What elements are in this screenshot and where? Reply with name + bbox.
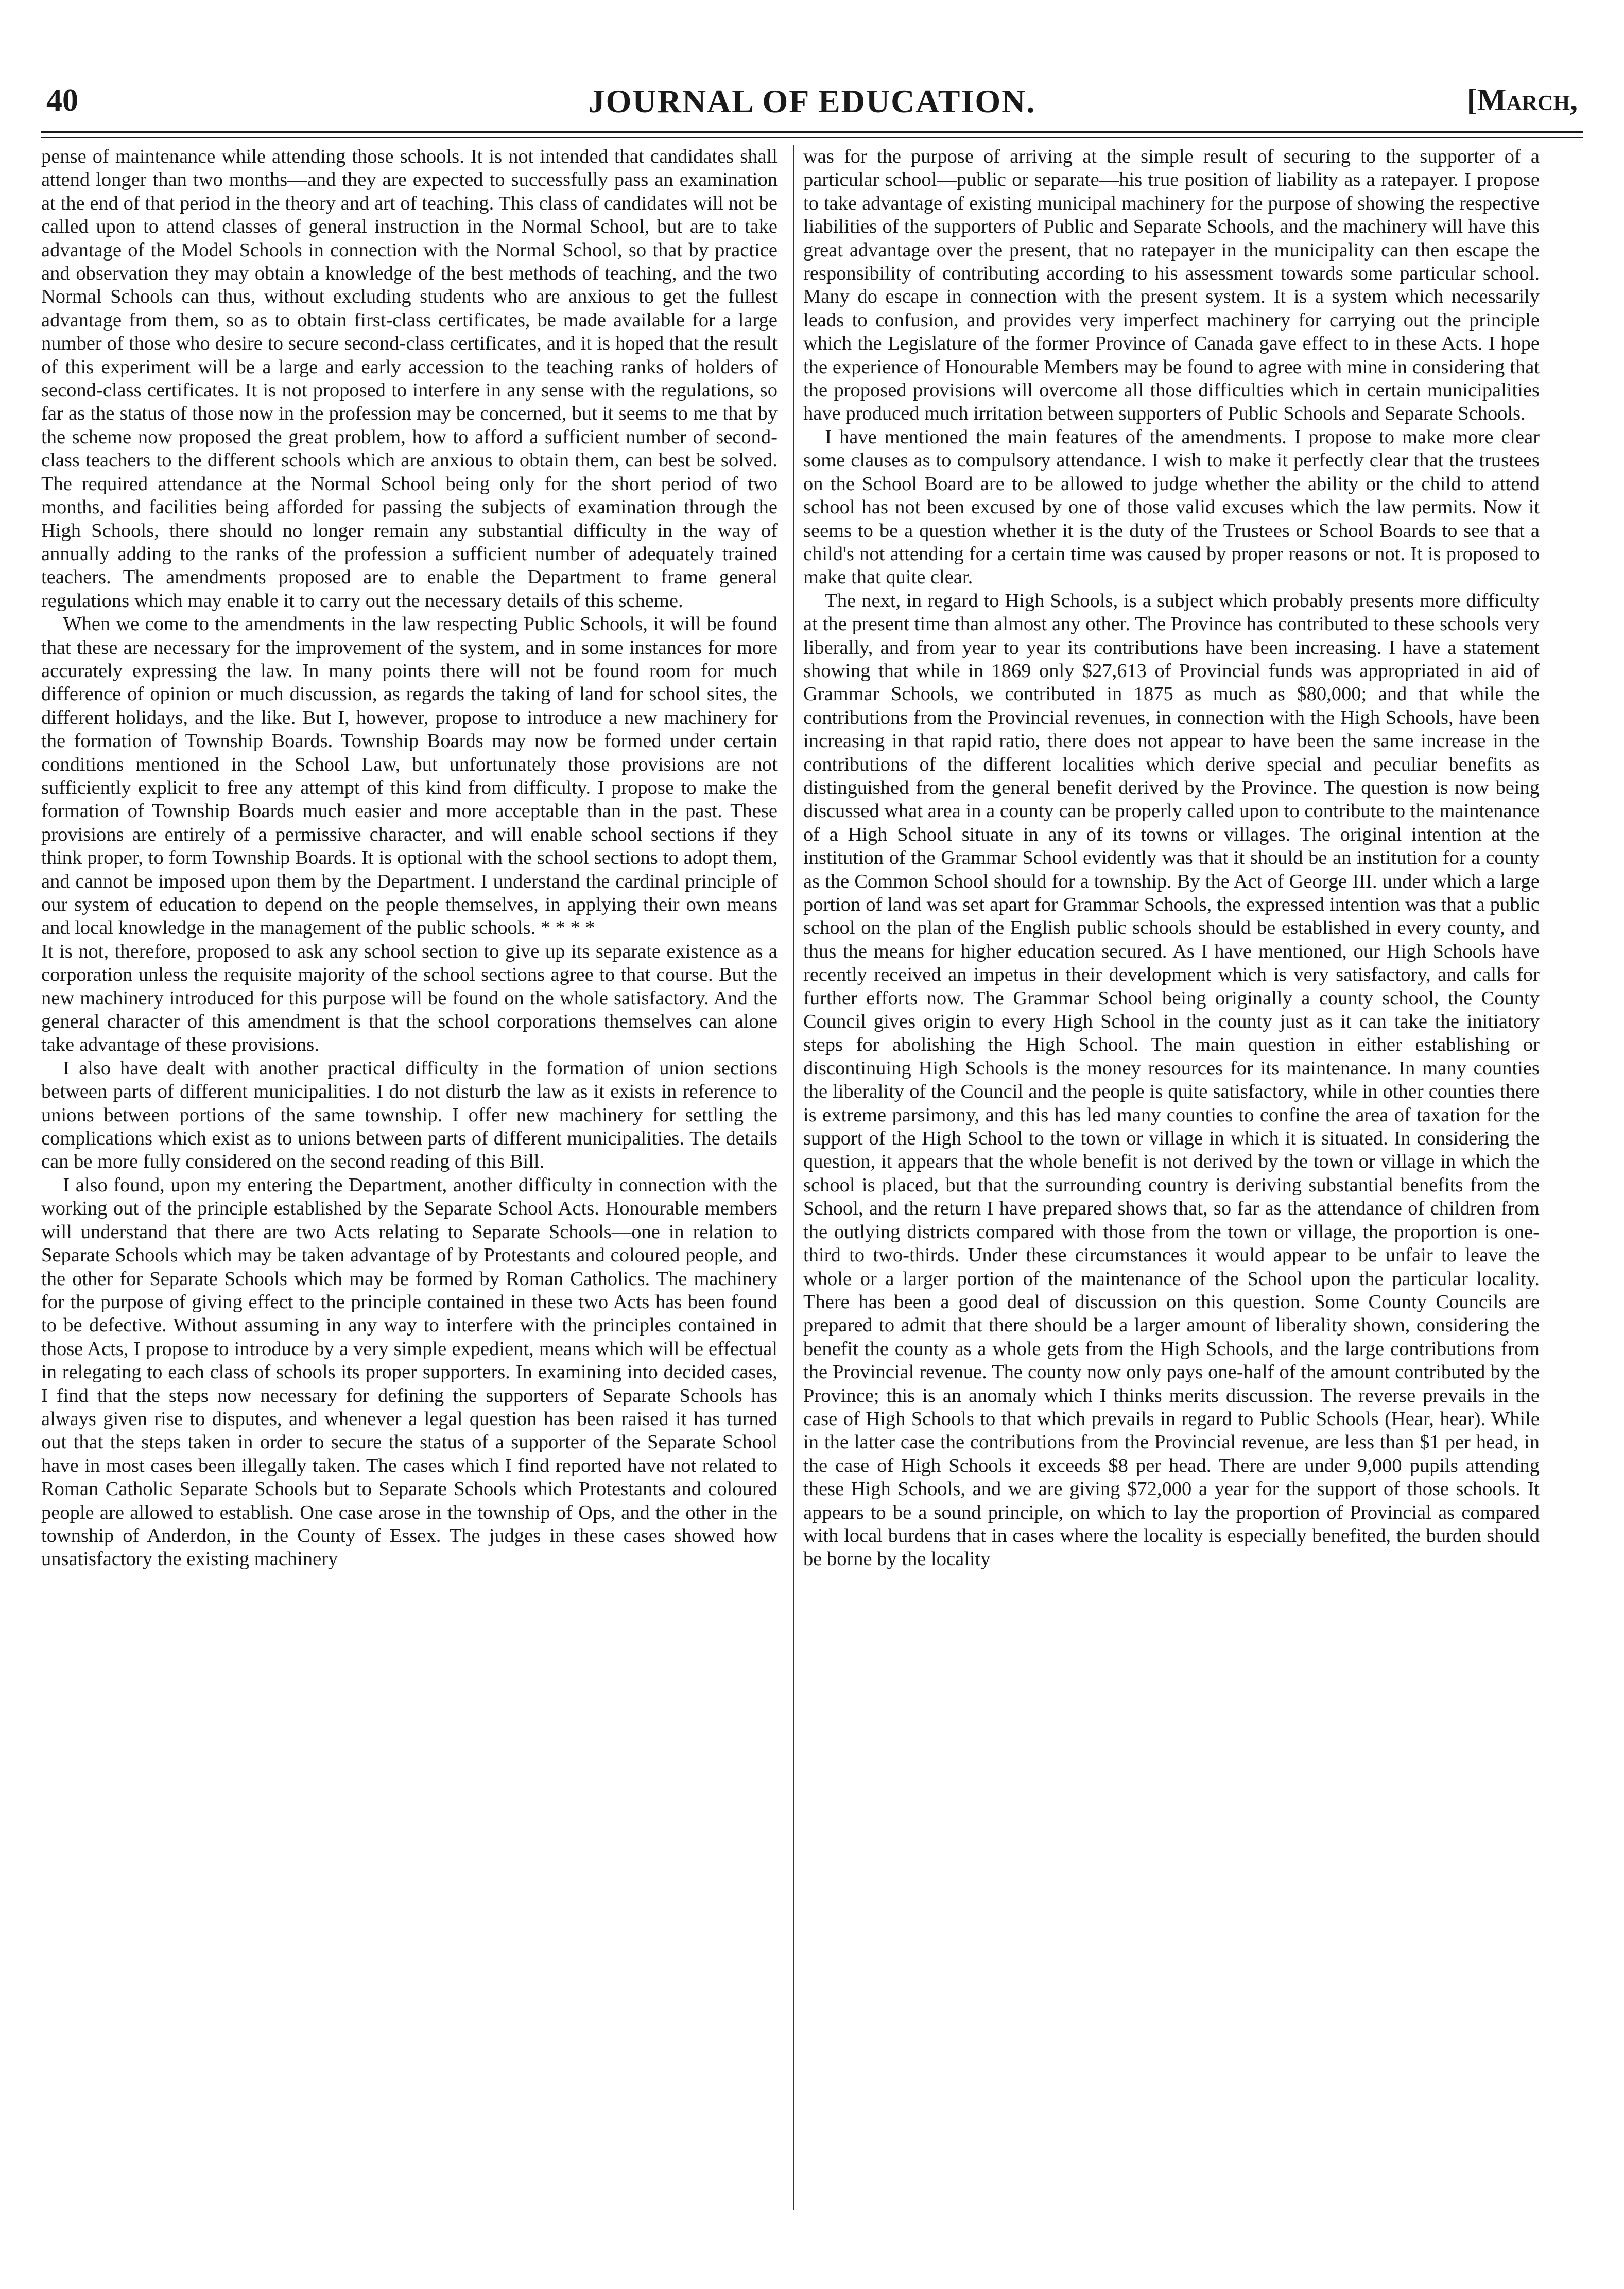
header-rule-thin [41, 137, 1583, 138]
left-column [41, 145, 778, 2215]
page-header [41, 82, 1583, 134]
paragraph: pense of maintenance while attending those schools. It is not intended that candidates shall attend longer than two months—and they are expected to successfully pass an examination at the end of that period in the theory and art of teaching. This class of candidates will not be called upon to attend classes of general instruction in the Normal School, but are to take advantage of the Model Schools in connection with the Normal School, so that by practice and observation they may obtain a knowledge of the best methods of teaching, and the two Normal Schools can thus, without excluding students who are anxious to get the fullest advantage from them, so as to obtain first-class certificates, be made available for a large number of those who desire to secure second-class certificates, and it is hoped that the result of this experiment will be a large and early accession to the teaching ranks of holders of second-class certificates. It is not proposed to interfere in any sense with the regulations, so far as the status of those now in the profession may be concerned, but it seems to me that by the scheme now proposed the great problem, how to afford a sufficient number of second-class teachers to the different schools which are anxious to obtain them, can best be solved. The required attendance at the Normal School being only for the short period of two months, and facilities being afforded for passing the subjects of examination through the High Schools, there should no longer remain any substantial difficulty in the way of annually adding to the ranks of the profession a sufficient number of adequately trained teachers. The amendments proposed are to enable the Department to frame general regulations which may enable it to carry out the necessary details of this scheme. [41, 146, 778, 612]
paragraph: was for the purpose of arriving at the simple result of securing to the supporter of a particular school—public or separate—his true position of liability as a ratepayer. I propose to take advantage of existing municipal machinery for the purpose of showing the respective liabilities of the supporters of Public and Separate Schools, and the machinery will have this great advantage over the present, that no ratepayer in the municipality can then escape the responsibility of contributing according to his assessment towards some particular school. Many do escape in connection with the present system. It is a system which necessarily leads to confusion, and provides very imperfect machinery for carrying out the principle which the Legislature of the former Province of Canada gave effect to in these Acts. I hope the experience of Honourable Members may be found to agree with mine in considering that the proposed provisions will overcome all those difficulties which in certain municipalities have produced much irritation between supporters of Public Schools and Separate Schools. [803, 146, 1540, 425]
right-column [803, 145, 1540, 2215]
paragraph: When we come to the amendments in the law respecting Public Schools, it will be found that these are necessary for the improvement of the system, and in some instances for more accurately expressing the law. In many points there will not be found room for much difference of opinion or much discussion, as regards the taking of land for school sites, the different holidays, and the like. But I, however, propose to introduce a new machinery for the formation of Township Boards. Township Boards may now be formed under certain conditions mentioned in the School Law, but unfortunately those provisions are not sufficiently explicit to free any attempt of this kind from difficulty. I propose to make the formation of Township Boards much easier and more acceptable than in the past. These provisions are entirely of a permissive character, and will enable school sections if they think proper, to form Township Boards. It is optional with the school sections to adopt them, and cannot be imposed upon them by the Department. I understand the cardinal principle of our system of education to depend on the people themselves, in applying their own means and local knowledge in the management of the public schools. * * * * [41, 613, 778, 939]
column-divider [793, 145, 794, 2210]
paragraph: The next, in regard to High Schools, is a subject which probably presents more difficulty at the present time than almost any other. The Province has contributed to these schools very liberally, and from year to year its contributions have been increasing. I have a statement showing that while in 1869 only $27,613 of Provincial funds was appropriated in aid of Grammar Schools, we contributed in 1875 as much as $80,000; and that while the contributions from the Provincial revenues, in connection with the High Schools, have been increasing in that rapid ratio, there does not appear to have been the same increase in the contributions of the different localities which derive special and peculiar benefits as distinguished from the general benefit derived by the Province. The question is now being discussed what area in a county can be properly called upon to contribute to the maintenance of a High School situate in any of its towns or villages. The original intention at the institution of the Grammar School evidently was that it should be an institution for a county as the Common School should for a township. By the Act of George III. under which a large portion of land was set apart for Grammar Schools, the expressed intention was that a public school on the plan of the English public schools should be established in every county, and thus the means for higher education secured. As I have mentioned, our High Schools have recently received an impetus in their development which is very satisfactory, and calls for further efforts now. The Grammar School being originally a county school, the County Council gives origin to every High School in the county just as it can take the initiatory steps for abolishing the High School. The main question in either establishing or discontinuing High Schools is the money resources for its maintenance. In many counties the liberality of the Council and the people is quite satisfactory, while in other counties there is extreme parsimony, and this has led many counties to confine the area of taxation for the support of the High School to the town or village in which it is situated. In considering the question, it appears that the whole benefit is not derived by the town or village in which the school is placed, but that the surrounding country is deriving substantial benefits from the School, and the return I have prepared shows that, so far as the attendance of children from the outlying districts compared with those from the town or village, the proportion is one-third to two-thirds. Under these circumstances it would appear to be unfair to leave the whole or a larger portion of the maintenance of the School upon the particular locality. There has been a good deal of discussion on this question. Some County Councils are prepared to admit that there should be a larger amount of liberality shown, considering the benefit the county as a whole gets from the High Schools, and the large contributions from the Provincial revenue. The county now only pays one-half of the amount contributed by the Province; this is an anomaly which I thinks merits discussion. The reverse prevails in the case of High Schools to that which prevails in regard to Public Schools (Hear, hear). While in the latter case the contributions from the Provincial revenue, are less than $1 per head, in the case of High Schools it exceeds $8 per head. There are under 9,000 pupils attending these High Schools, and we are giving $72,000 a year for the support of those schools. It appears to be a sound principle, on which to lay the proportion of Provincial as compared with local burdens that in cases where the locality is especially benefited, the burden should be borne by the locality [803, 589, 1540, 1570]
paragraph: I have mentioned the main features of the amendments. I propose to make more clear some clauses as to compulsory attendance. I wish to make it perfectly clear that the trustees on the School Board are to be allowed to judge whether the ability or the child to attend school has not been excused by one of those valid excuses which the law permits. Now it seems to be a question whether it is the duty of the Trustees or School Boards to see that a child's not attending for a certain time was caused by proper reasons or not. It is proposed to make that quite clear. [803, 426, 1540, 588]
paragraph: I also found, upon my entering the Department, another difficulty in connection with the working out of the principle established by the Separate School Acts. Honourable members will understand that there are two Acts relating to Separate Schools—one in relation to Separate Schools which may be taken advantage of by Protestants and coloured people, and the other for Separate Schools which may be formed by Roman Catholics. The machinery for the purpose of giving effect to the principle contained in these two Acts has been found to be defective. Without assuming in any way to interfere with the principles contained in those Acts, I propose to introduce by a very simple expedient, means which will be effectual in relegating to each class of schools its proper supporters. In examining into decided cases, I find that the steps now necessary for defining the supporters of Separate Schools has always given rise to disputes, and whenever a legal question has been raised it has turned out that the steps taken in order to secure the status of a supporter of the Separate School have in most cases been illegally taken. The cases which I find reported have not related to Roman Catholic Separate Schools but to Separate Schools which Protestants and coloured people are allowed to establish. One case arose in the township of Ops, and the other in the township of Anderdon, in the County of Essex. The judges in these cases showed how unsatisfactory the existing machinery [41, 1174, 778, 1570]
journal-title: JOURNAL OF EDUCATION. [588, 83, 1036, 119]
header-rule [41, 131, 1583, 133]
page-number: 40 [46, 83, 78, 118]
paragraph: It is not, therefore, proposed to ask any school section to give up its separate existence as a corporation unless the requisite majority of the school sections agree to that course. But the new machinery introduced for this purpose will be found on the whole satisfactory. And the general character of this amendment is that the school corporations themselves can alone take advantage of these provisions. [41, 940, 778, 1056]
issue-month: [March, [1466, 83, 1578, 117]
paragraph: I also have dealt with another practical difficulty in the formation of union sections between parts of different municipalities. I do not disturb the law as it exists in reference to unions between portions of the same township. I offer new machinery for settling the complications which exist as to unions between parts of different municipalities. The details can be more fully considered on the second reading of this Bill. [41, 1057, 778, 1173]
